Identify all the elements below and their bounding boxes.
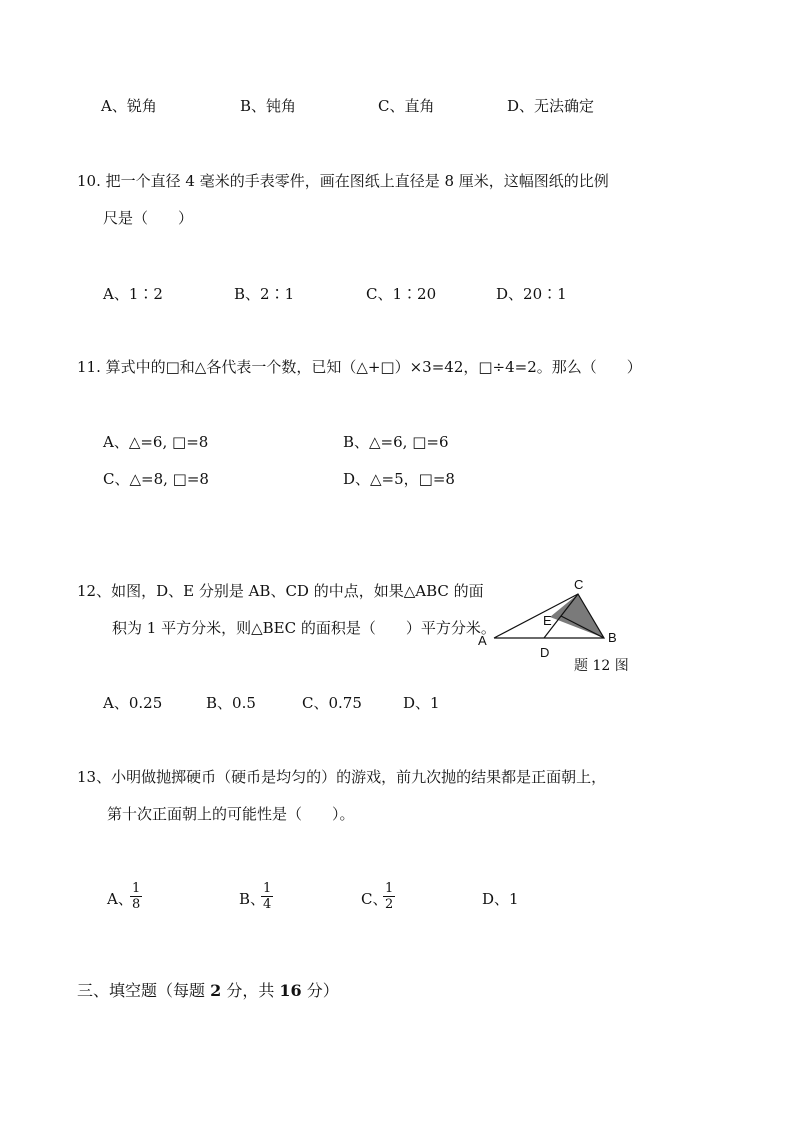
q10-option-a: A、1∶2 [103, 285, 163, 303]
q12-text-line2: 积为 1 平方分米，则△BEC 的面积是（ ）平方分米。 [112, 619, 496, 637]
heading-points-total: 16 [279, 981, 302, 1000]
q13-option-d: D、1 [482, 890, 519, 908]
q9-option-c: C、直角 [378, 97, 435, 115]
q10-option-d: D、20∶1 [496, 285, 567, 303]
q13-option-a-prefix: A、 [107, 890, 133, 908]
heading-suffix: 分） [301, 981, 339, 1000]
label-c: C [574, 577, 584, 592]
heading-prefix: 三、填空题（每题 [77, 981, 211, 1000]
fraction-denominator: 2 [385, 897, 394, 912]
q12-option-a: A、0.25 [103, 694, 163, 712]
triangle-bec-shaded [550, 594, 604, 638]
fraction-denominator: 8 [132, 897, 141, 912]
q12-option-d: D、1 [403, 694, 440, 712]
fraction-numerator: 1 [132, 881, 141, 896]
q10-option-c: C、1∶20 [366, 285, 437, 303]
section-3-heading [77, 981, 339, 1001]
heading-mid: 分，共 [221, 981, 280, 1000]
figure-caption: 题 12 图 [574, 658, 629, 674]
q13-option-a-fraction [130, 881, 142, 912]
q9-option-d: D、无法确定 [507, 97, 595, 115]
q13-option-c-prefix: C、 [361, 890, 388, 908]
label-d: D [540, 645, 550, 660]
q13-text-line1: 13、小明做抛掷硬币（硬币是均匀的）的游戏，前九次抛的结果都是正面朝上， [77, 768, 607, 786]
q12-option-b: B、0.5 [206, 694, 256, 712]
q11-text-line1: 11. 算式中的□和△各代表一个数，已知（△+□）×3=42，□÷4=2。那么（ ） [77, 358, 642, 376]
label-e: E [543, 613, 552, 628]
label-b: B [608, 630, 617, 645]
q10-text-line2: 尺是（ ） [103, 209, 194, 227]
q13-text-line2: 第十次正面朝上的可能性是（ ）。 [107, 805, 355, 823]
fraction-denominator: 4 [263, 897, 272, 912]
label-a: A [478, 633, 487, 648]
q13-option-b-fraction [261, 881, 273, 912]
q11-option-d: D、△=5，□=8 [343, 470, 455, 488]
q9-option-b: B、钝角 [240, 97, 297, 115]
fraction-numerator: 1 [385, 881, 394, 896]
q12-option-c: C、0.75 [302, 694, 362, 712]
heading-points-each: 2 [210, 981, 222, 1000]
q9-option-a: A、锐角 [101, 97, 157, 115]
q11-option-a: A、△=6, □=8 [103, 433, 209, 451]
q13-option-b-prefix: B、 [239, 890, 266, 908]
q11-option-b: B、△=6, □=6 [343, 433, 449, 451]
q12-triangle-figure [470, 572, 640, 678]
q13-option-c-fraction [383, 881, 395, 912]
q12-text-line1: 12、如图，D、E 分别是 AB、CD 的中点，如果△ABC 的面 [77, 582, 484, 600]
q10-option-b: B、2∶1 [234, 285, 295, 303]
fraction-numerator: 1 [263, 881, 272, 896]
q10-text-line1: 10. 把一个直径 4 毫米的手表零件，画在图纸上直径是 8 厘米，这幅图纸的比例 [77, 172, 609, 190]
q11-option-c: C、△=8, □=8 [103, 470, 209, 488]
